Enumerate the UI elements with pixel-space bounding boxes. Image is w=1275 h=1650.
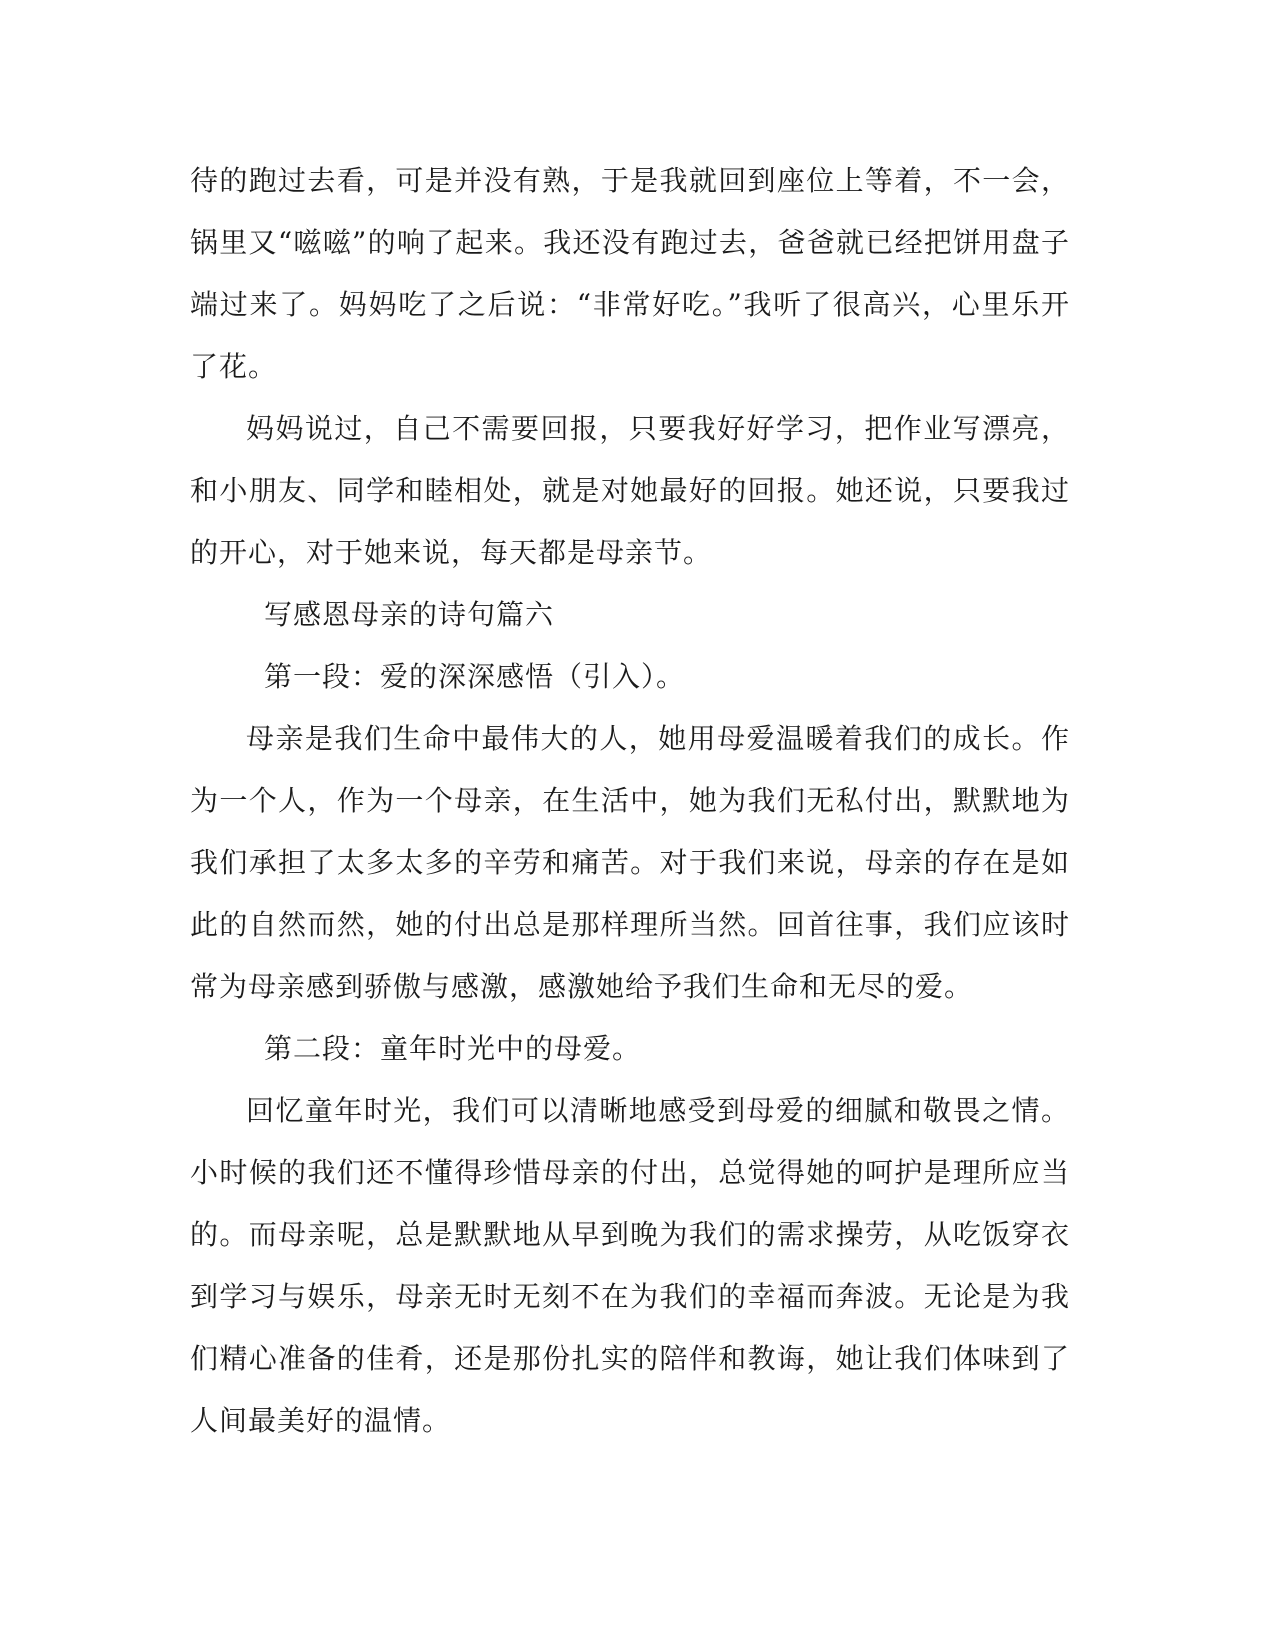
subheading-part-two: 第二段：童年时光中的母爱。: [264, 1032, 642, 1065]
document-body: [190, 150, 1070, 1452]
subheading-part-one: 第一段：爱的深深感悟（引入）。: [264, 660, 686, 693]
paragraph-mother-words: 妈妈说过，自己不需要回报，只要我好好学习，把作业写漂亮，和小朋友、同学和睦相处，就是对她最好的回报。她还说，只要我过的开心，对于她来说，每天都是母亲节。: [190, 412, 1070, 569]
paragraph-greatest-mother: 母亲是我们生命中最伟大的人，她用母爱温暖着我们的成长。作为一个人，作为一个母亲，在生活中，她为我们无私付出，默默地为我们承担了太多太多的辛劳和痛苦。对于我们来说，母亲的存在是如此的自然而然，她的付出总是那样理所当然。回首往事，我们应该时常为母亲感到骄傲与感激，感激她给予我们生命和无尽的爱。: [190, 722, 1070, 1003]
paragraph-childhood-memory: 回忆童年时光，我们可以清晰地感受到母爱的细腻和敬畏之情。小时候的我们还不懂得珍惜母亲的付出，总觉得她的呵护是理所应当的。而母亲呢，总是默默地从早到晚为我们的需求操劳，从吃饭穿衣到学习与娱乐，母亲无时无刻不在为我们的幸福而奔波。无论是为我们精心准备的佳肴，还是那份扎实的陪伴和教诲，她让我们体味到了人间最美好的温情。: [190, 1094, 1070, 1437]
paragraph-continued: 待的跑过去看，可是并没有熟，于是我就回到座位上等着，不一会，锅里又“嗞嗞”的响了起来。我还没有跑过去，爸爸就已经把饼用盘子端过来了。妈妈吃了之后说：“非常好吃。”我听了很高兴，心里乐开了花。: [190, 164, 1070, 383]
section-title: 写感恩母亲的诗句篇六: [264, 598, 555, 631]
